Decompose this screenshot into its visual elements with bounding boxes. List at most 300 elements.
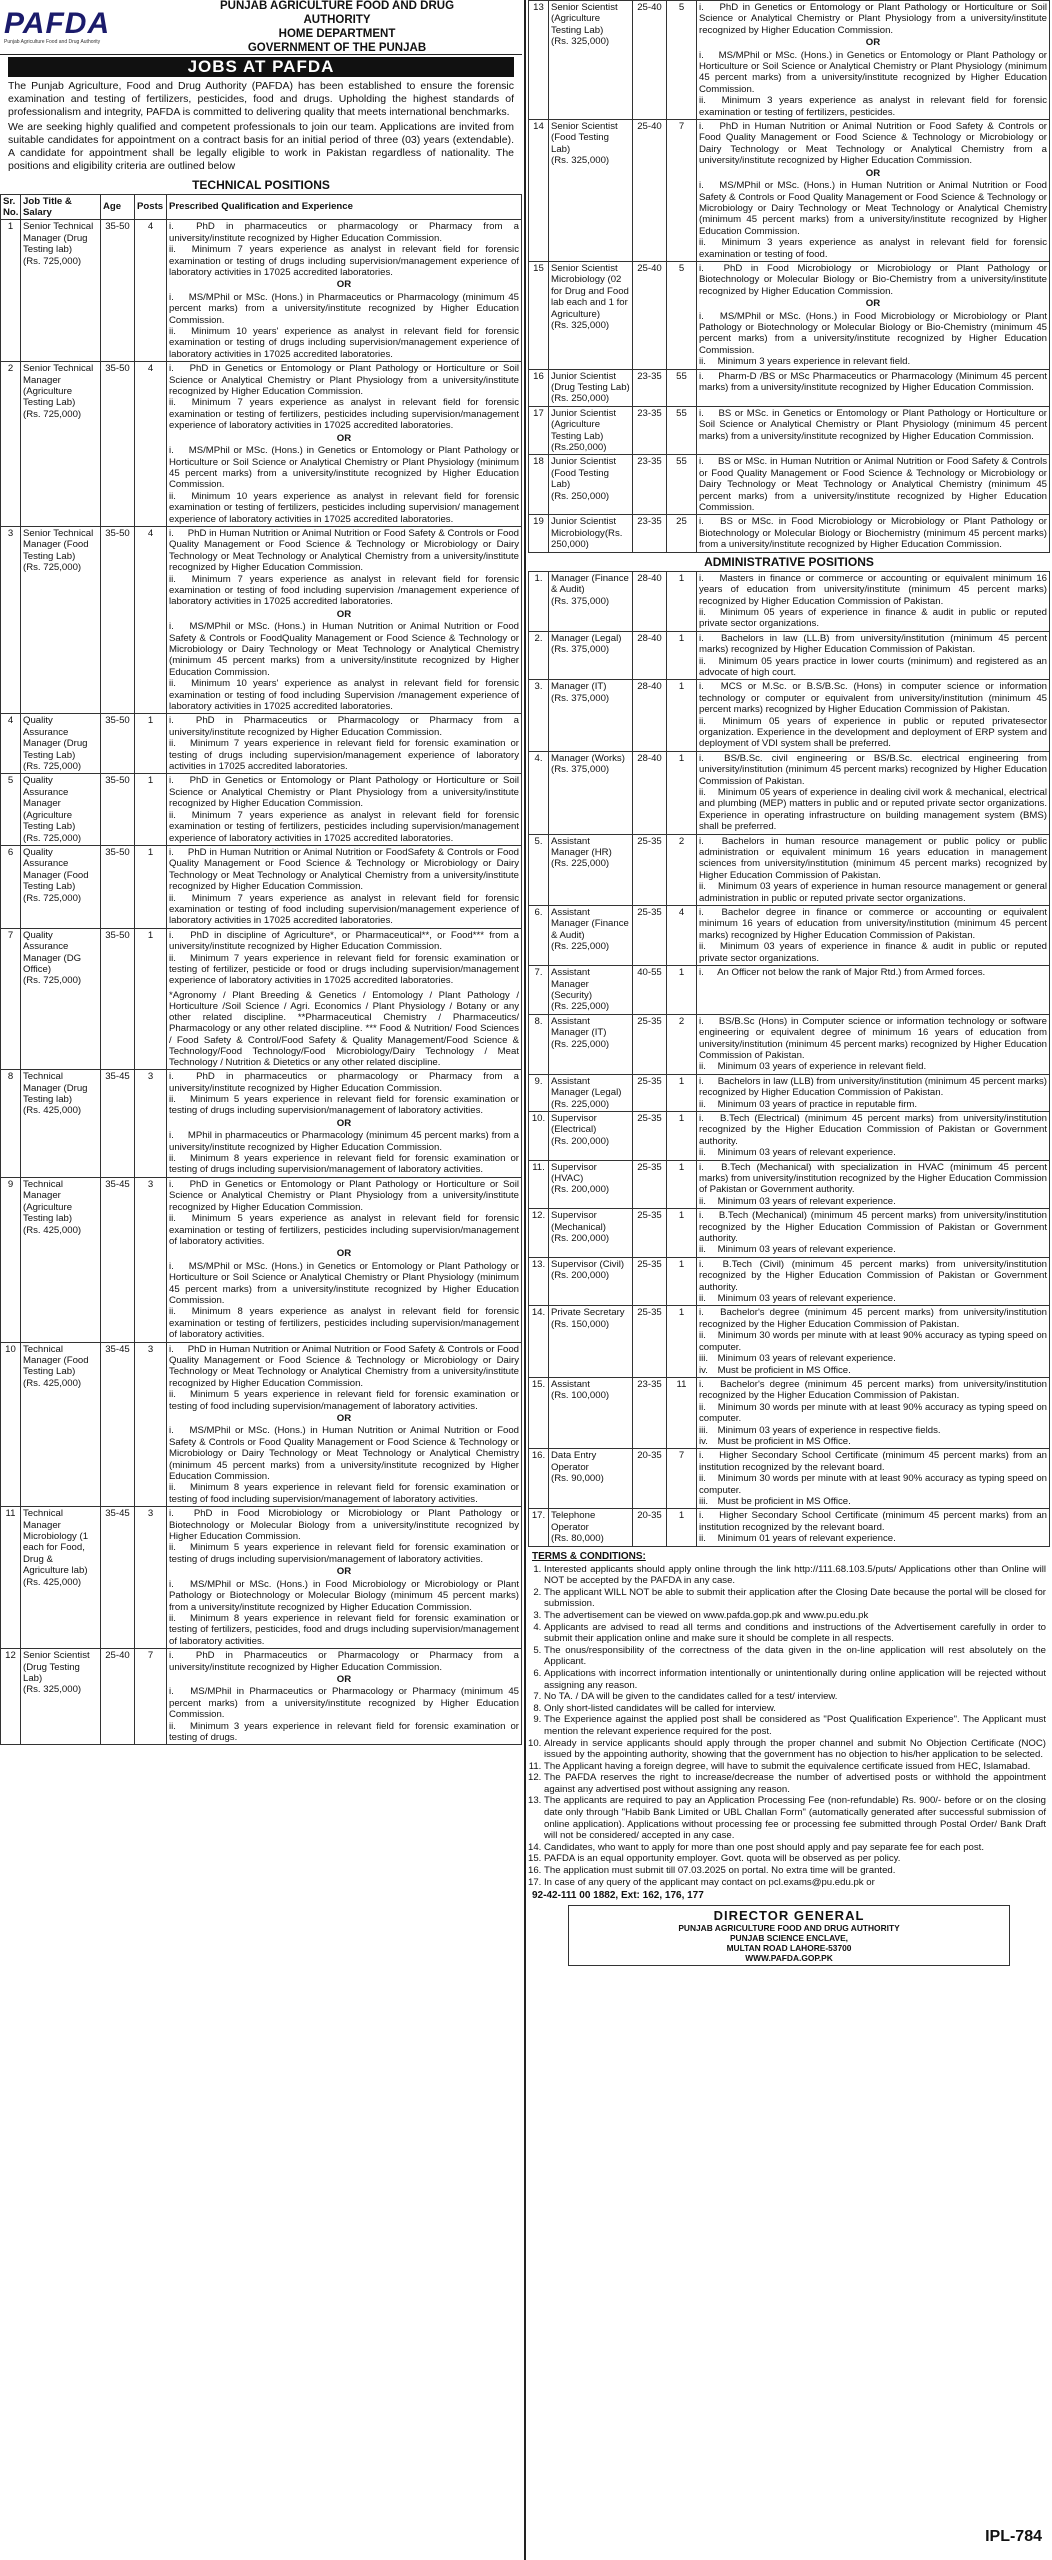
table-row — [529, 906, 1050, 966]
job-age: 35-45 — [101, 1177, 135, 1342]
job-qualification-cell — [697, 1209, 1050, 1258]
job-salary: (Rs. 80,000) — [551, 1533, 604, 1545]
qualification-item: ii. Minimum 3 years experience in relevant field. — [699, 356, 911, 368]
job-title-cell — [549, 906, 633, 966]
job-title: Quality Assurance Manager (Food Testing Lab) — [23, 846, 89, 893]
or-separator: OR — [336, 279, 352, 291]
job-title-cell — [549, 966, 633, 1015]
item-numeral: ii. — [169, 1720, 176, 1732]
job-title-cell — [21, 845, 101, 928]
item-numeral: ii. — [699, 655, 706, 667]
job-title-cell — [549, 571, 633, 631]
header-line: GOVERNMENT OF THE PUNJAB — [247, 42, 427, 54]
job-age: 25-35 — [633, 834, 667, 905]
job-age: 35-50 — [101, 774, 135, 845]
item-numeral: i. — [699, 1210, 704, 1222]
table-row — [1, 1177, 522, 1342]
job-title-cell — [21, 1070, 101, 1178]
job-serial: 12. — [529, 1209, 549, 1258]
job-title: Senior Scientist (Agriculture Testing Lab) — [551, 2, 618, 36]
qualification-item: ii. Minimum 7 years experience as analyst in relevant field for forensic examination or testing of food including supervision /management experience of laboratory activities in 17025 accredited laboratories. — [169, 573, 519, 608]
job-qualification-cell — [167, 362, 522, 527]
qualification-item: ii. Minimum 7 years experience in relevant field for forensic examination or testing of fertilizer, pesticide or food or drugs including supervision/management experience of laboratory activities in 17025 accredited laboratories. — [169, 952, 519, 987]
table-row — [1, 220, 522, 362]
item-numeral: i. — [699, 1450, 704, 1462]
job-age: 35-45 — [101, 1342, 135, 1507]
job-title-cell — [549, 1074, 633, 1111]
qualification-item: i. PhD in Pharmaceutics or Pharmacology or Pharmacy from a university/institute recognized by Higher Education Commission. — [169, 1650, 519, 1673]
director-address-1: PUNJAB SCIENCE ENCLAVE, — [729, 1933, 849, 1944]
qualification-item: i. B.Tech (Electrical) (minimum 45 percent marks) from university/institution recognized by the Higher Education Commission of Pakistan or Government authority. — [699, 1112, 1047, 1147]
item-numeral: i. — [699, 310, 704, 322]
item-numeral: i. — [699, 370, 704, 382]
qualification-item: i. PhD in Human Nutrition or Animal Nutrition or FoodSafety & Controls or Food Quality Management or Food Science & Technology or Microbiology or Dairy Technology or Meat Technology or Analytical Chemistry from a university/institute recognized by Higher Education Commission. — [169, 846, 519, 893]
job-title-cell — [549, 261, 633, 369]
qualification-item: i. MS/MPhil in Pharmaceutics or Pharmacology or Pharmacy (minimum 45 percent marks) from a university/institute recognized by Higher Education Commission. — [169, 1686, 519, 1721]
table-row — [529, 1257, 1050, 1306]
job-qualification-cell — [167, 1342, 522, 1507]
qualification-item: i. PhD in Genetics or Entomology or Plant Pathology or Horticulture or Soil Science or Analytical Chemistry or Plant Physiology from a university/institute recognized by Higher Education Commission. — [169, 775, 519, 810]
header-title-block — [152, 0, 522, 55]
job-qualification-cell — [697, 455, 1050, 515]
job-qualification-cell — [697, 631, 1050, 680]
qualification-item: i. Bachelors in human resource management or public policy or public administration or equivalent minimum 16 years education in management sciences from university/institution (minimum 45 percent marks) recognized by Higher Education Commission of Pakistan. — [699, 835, 1047, 881]
qualification-item: ii. Minimum 7 years experience as analyst in relevant field for forensic examination or testing of fertilizers, pesticides including supervision/management experience of laboratory activities in 17025 accredited laboratories. — [169, 397, 519, 432]
job-salary: (Rs. 100,000) — [551, 1390, 610, 1402]
job-age: 28-40 — [633, 680, 667, 751]
item-numeral: ii. — [699, 1401, 706, 1413]
job-age: 20-35 — [633, 1449, 667, 1509]
job-qualification-cell — [697, 1, 1050, 120]
job-qualification-cell — [697, 1014, 1050, 1074]
job-serial: 5 — [1, 774, 21, 845]
job-posts: 55 — [667, 369, 697, 406]
job-serial: 19 — [529, 515, 549, 552]
job-serial: 8. — [529, 1014, 549, 1074]
or-separator: OR — [336, 432, 352, 444]
administrative-positions-heading: ADMINISTRATIVE POSITIONS — [704, 554, 874, 569]
qualification-item: i. MS/MPhil or MSc. (Hons.) in Pharmaceutics or Pharmacology (minimum 45 percent marks) from a university/institute recognized by Higher Education Commission. — [169, 291, 519, 326]
qualification-item: i. PhD in Human Nutrition or Animal Nutrition or Food Safety & Controls or Food Quality Management or Food Science & Technology or Microbiology or Dairy Technology or Meat Technology or Analytical Chemistry from a university/institute recognized by Higher Education Commission. — [169, 527, 519, 574]
qualification-item: ii. Minimum 5 years experience in relevant field for forensic examination or testing of drugs including supervision/management of laboratory activities. — [169, 1094, 519, 1117]
job-title-cell — [549, 1449, 633, 1509]
qualification-item: ii. Minimum 10 years' experience as analyst in relevant field for forensic examination or testing of food including Supervision /management experience of laboratory activities in 17025 accredited laboratories. — [169, 678, 519, 713]
job-age: 25-35 — [633, 1257, 667, 1306]
job-age: 25-35 — [633, 1306, 667, 1377]
term-item: 9. The Experience against the applied post shall be considered as "Post Qualification Experience". The Applicant must mention the relevant experience required for the post. — [544, 1714, 1050, 1737]
job-qualification-cell — [697, 120, 1050, 262]
job-title-cell — [21, 362, 101, 527]
item-numeral: i. — [699, 49, 704, 61]
term-item: 10. Already in service applicants should apply through the proper channel and submit No Objection Certificate (NOC) issued by the appointing authority, showing that the government has no objection to his/her application to be selected. — [544, 1738, 1050, 1761]
job-qualification-cell — [697, 1449, 1050, 1509]
job-salary: (Rs. 225,000) — [551, 1098, 610, 1110]
job-age: 28-40 — [633, 631, 667, 680]
job-qualification-cell — [697, 571, 1050, 631]
job-title: Supervisor (HVAC) — [551, 1161, 597, 1184]
item-numeral: i. — [169, 775, 174, 787]
admin-jobs-body — [529, 571, 1050, 1546]
qualification-item: i. B.Tech (Mechanical) (minimum 45 percent marks) from university/institution recognized by the Higher Education Commission of Pakistan or Government authority. — [699, 1210, 1047, 1245]
job-title-cell — [549, 751, 633, 834]
item-numeral: iv. — [699, 1364, 708, 1376]
term-item: 6. Applications with incorrect information intentionally or unintentionally during online application will be rejected without assigning any reason. — [544, 1668, 1050, 1691]
qualification-item: i. BS or MSc. in Genetics or Entomology or Plant Pathology or Horticulture or Soil Science or Analytical Chemistry or Plant Physiology (minimum 45 percent marks) from a university/institute recognized by Higher Education Commission. — [699, 407, 1047, 442]
or-separator: OR — [336, 1413, 352, 1424]
job-title: Assistant Manager (IT) — [551, 1015, 607, 1039]
job-serial: 1 — [1, 220, 21, 362]
item-numeral: i. — [699, 1161, 704, 1173]
item-numeral: ii. — [699, 356, 706, 368]
job-salary: (Rs. 725,000) — [23, 255, 82, 267]
job-title-cell — [549, 120, 633, 262]
job-age: 35-50 — [101, 714, 135, 774]
term-item: 3. The advertisement can be viewed on www.pafda.gop.pk and www.pu.edu.pk — [544, 1610, 1050, 1622]
job-qualification-cell — [167, 774, 522, 845]
intro-paragraph: We are seeking highly qualified and competent professionals to join our team. Applications are invited from suitable candidates for appointment on a contract basis for an initial period of three (03) years (extendable). A candidate for appointment shall be legally eligible to work in Pakistan regardless of nationality. The positions and eligibility criteria are outlined below — [8, 121, 514, 172]
table-row — [529, 120, 1050, 262]
job-title-cell — [549, 455, 633, 515]
or-separator: OR — [865, 298, 881, 310]
job-serial: 2 — [1, 362, 21, 527]
item-numeral: i. — [169, 291, 174, 303]
job-title-cell — [21, 1507, 101, 1649]
discipline-note: *Agronomy / Plant Breeding & Genetics / Entomology / Plant Pathology / Horticulture /Soil Science / Agri. Economics / Plant Physiology / Botany or any other related discipline. **Pharmaceutical Chemistry / Pharmaceutics/ Pharmacology or any other related discipline. *** Food & Nutrition/ Food Sciences / Food Safety & Control/Food Safety & Quality Management/Food Science & Technology/Food Technology/Food Microbiology/Dairy Technology / Meat Technology / Nutrition & Dietetics or any other related discipline. — [169, 989, 519, 1069]
table-row — [1, 526, 522, 714]
qualification-item: i. Bachelors in law (LL.B) from university/institution (minimum 45 percent marks) recognized by Higher Education Commission of Pakistan. — [699, 632, 1047, 656]
director-org: PUNJAB AGRICULTURE FOOD AND DRUG AUTHORITY — [678, 1923, 900, 1934]
job-title: Technical Manager (Drug Testing lab) — [23, 1071, 88, 1106]
item-numeral: i. — [699, 456, 704, 468]
table-row — [529, 1111, 1050, 1160]
table-row — [529, 1509, 1050, 1546]
qualification-item: i. Pharm-D /BS or MSc Pharmaceutics or Pharmacology (Minimum 45 percent marks) from a university/institute recognized by Higher Education Commission. — [699, 370, 1047, 393]
job-posts: 55 — [667, 455, 697, 515]
item-numeral: i. — [169, 929, 174, 941]
job-salary: (Rs. 725,000) — [23, 761, 82, 773]
job-posts: 5 — [667, 261, 697, 369]
job-posts: 3 — [135, 1507, 167, 1649]
header-line: PUNJAB AGRICULTURE FOOD AND DRUG — [219, 0, 455, 12]
item-numeral: i. — [169, 363, 174, 375]
administrative-positions-table — [528, 571, 1050, 1547]
qualification-item: i. PhD in Human Nutrition or Animal Nutrition or Food Safety & Controls or Food Quality Management or Food Science & Technology or Microbiology or Dairy Technology or Meat Technology or Analytical Chemistry from a university/institute recognized by Higher Education Commission. — [699, 121, 1047, 167]
job-qualification-cell — [697, 966, 1050, 1015]
item-numeral: ii. — [169, 244, 176, 256]
job-salary: (Rs. 325,000) — [551, 155, 610, 167]
col-header-posts: Posts — [135, 194, 167, 220]
item-numeral: ii. — [169, 738, 176, 750]
job-serial: 16 — [529, 369, 549, 406]
item-numeral: iii. — [699, 1424, 709, 1436]
table-row — [529, 834, 1050, 905]
job-title: Manager (IT) — [551, 681, 607, 693]
item-numeral: i. — [699, 907, 704, 919]
qualification-item: i. PhD in pharmaceutics or pharmacology or Pharmacy from a university/institute recognized by Higher Education Commission. — [169, 221, 519, 244]
qualification-item: ii. Minimum 5 years experience in relevant field for forensic examination or testing of food including supervision/management of laboratory activities. — [169, 1389, 519, 1412]
qualification-item: iii. Minimum 03 years of relevant experience. — [699, 1353, 896, 1365]
job-serial: 11. — [529, 1160, 549, 1209]
qualification-item: ii. Minimum 30 words per minute with at least 90% accuracy as typing speed on computer. — [699, 1473, 1047, 1496]
job-age: 40-55 — [633, 966, 667, 1015]
item-numeral: i. — [699, 1112, 704, 1124]
intro-paragraph: The Punjab Agriculture, Food and Drug Authority (PAFDA) has been established to ensure the forensic examination and testing of fertilizers, pesticides, food and drugs. Upholding the highest standards of professionalism and integrity, PAFDA is committed to delivering quality that meets international benchmarks. — [8, 80, 514, 118]
job-title: Senior Scientist Microbiology (02 for Drug and Food lab each and 1 for Agriculture) — [551, 262, 629, 320]
job-age: 25-35 — [633, 1160, 667, 1209]
term-item: 15. PAFDA is an equal opportunity employer. Govt. quota will be observed as per policy. — [544, 1853, 1050, 1865]
job-age: 25-40 — [633, 120, 667, 262]
pafda-logo — [0, 1, 152, 53]
term-item: 16. The application must submit till 07.03.2025 on portal. No extra time will be granted. — [544, 1865, 1050, 1877]
table-row — [1, 845, 522, 928]
job-qualification-cell — [167, 220, 522, 362]
job-age: 25-35 — [633, 1014, 667, 1074]
job-title-cell — [549, 1509, 633, 1546]
col-header-sr: Sr. No. — [1, 194, 21, 220]
job-age: 23-35 — [633, 1377, 667, 1448]
item-numeral: i. — [169, 1686, 174, 1698]
job-qualification-cell — [697, 1257, 1050, 1306]
item-numeral: iii. — [699, 1495, 709, 1507]
item-numeral: ii. — [169, 1094, 176, 1106]
or-separator: OR — [336, 1248, 352, 1260]
item-numeral: ii. — [699, 1330, 706, 1342]
table-row — [1, 1649, 522, 1745]
job-posts: 2 — [667, 834, 697, 905]
job-salary: (Rs. 425,000) — [23, 1105, 82, 1117]
director-web: WWW.PAFDA.GOP.PK — [745, 1953, 833, 1964]
job-posts: 1 — [667, 631, 697, 680]
job-title-cell — [549, 1160, 633, 1209]
job-salary: (Rs. 200,000) — [551, 1270, 610, 1282]
job-posts: 4 — [135, 220, 167, 362]
job-qualification-cell — [167, 526, 522, 714]
director-address-2: MULTAN ROAD LAHORE-53700 — [726, 1943, 852, 1954]
job-posts: 1 — [667, 1257, 697, 1306]
job-salary: (Rs. 225,000) — [551, 1001, 610, 1013]
job-qualification-cell — [697, 1377, 1050, 1448]
item-numeral: ii. — [699, 1293, 706, 1305]
qualification-item: i. PhD in Genetics or Entomology or Plant Pathology or Horticulture or Soil Science or Analytical Chemistry or Plant Physiology from a university/institute recognized by Higher Education Commission. — [699, 2, 1047, 36]
job-age: 35-50 — [101, 845, 135, 928]
job-qualification-cell — [697, 834, 1050, 905]
qualification-item: i. PhD in Genetics or Entomology or Plant Pathology or Horticulture or Soil Science or Analytical Chemistry or Plant Physiology from a university/institute recognized by Higher Education Commission. — [169, 363, 519, 398]
qualification-item: ii. Minimum 10 years experience as analyst in relevant field for forensic examination or testing of fertilizers, pesticides including supervision/ management experience of laboratory activities in 17025 accredited laboratories. — [169, 490, 519, 525]
job-serial: 14. — [529, 1306, 549, 1377]
qualification-item: ii. Minimum 05 years of experience in dealing civil work & mechanical, electrical and plumbing (MEP) matters in public and or reputed private sector organizations. Experience in operating infrastructure on building management system (BMS) shall be preferred. — [699, 787, 1047, 833]
job-qualification-cell — [167, 1070, 522, 1178]
col-header-title: Job Title & Salary — [21, 194, 101, 220]
qualification-item: ii. Minimum 03 years of relevant experience. — [699, 1244, 896, 1256]
job-age: 23-35 — [633, 455, 667, 515]
qualification-item: ii. Minimum 8 years experience as analyst in relevant field for forensic examination or testing of fertilizers, pesticides including supervision/management of laboratory activities. — [169, 1306, 519, 1341]
job-serial: 11 — [1, 1507, 21, 1649]
job-posts: 1 — [667, 1074, 697, 1111]
job-title: Senior Scientist (Food Testing Lab) — [551, 121, 618, 155]
item-numeral: i. — [699, 407, 704, 419]
job-qualification-cell — [167, 1507, 522, 1649]
job-salary: (Rs. 375,000) — [551, 595, 610, 607]
item-numeral: i. — [169, 445, 174, 457]
item-numeral: i. — [169, 527, 174, 539]
job-serial: 7. — [529, 966, 549, 1015]
item-numeral: i. — [169, 1071, 174, 1083]
job-title: Supervisor (Mechanical) — [551, 1210, 606, 1233]
job-title: Assistant Manager (Legal) — [551, 1075, 622, 1099]
item-numeral: i. — [699, 1510, 704, 1522]
item-numeral: i. — [169, 1650, 174, 1662]
job-title-cell — [21, 1342, 101, 1507]
item-numeral: i. — [699, 752, 704, 764]
job-posts: 1 — [667, 1509, 697, 1546]
qualification-item: ii. Minimum 05 years of experience in public or reputed privatesector organization. Experience in the development and deployment of ERP system and deployment of VDI system shall be preferred. — [699, 715, 1047, 750]
item-numeral: ii. — [699, 237, 706, 249]
table-row — [529, 369, 1050, 406]
qualification-item: ii. Minimum 5 years experience as analyst in relevant field for forensic examination or testing of fertilizers, pesticides including supervision/management of laboratory activities. — [169, 1213, 519, 1247]
job-title: Junior Scientist (Drug Testing Lab) — [551, 370, 630, 393]
qualification-item: ii. Minimum 03 years of experience in human resource management or general administration in public or reputed private sector organizations. — [699, 881, 1047, 904]
job-qualification-cell — [697, 1111, 1050, 1160]
table-row — [529, 751, 1050, 834]
job-serial: 10. — [529, 1111, 549, 1160]
item-numeral: i. — [169, 1260, 174, 1272]
job-posts: 25 — [667, 515, 697, 552]
job-title: Manager (Legal) — [551, 632, 622, 644]
or-separator: OR — [865, 167, 881, 179]
job-title-cell — [549, 834, 633, 905]
job-title-cell — [549, 680, 633, 751]
job-serial: 5. — [529, 834, 549, 905]
director-title: DIRECTOR GENERAL — [713, 1908, 865, 1924]
director-block — [568, 1905, 1010, 1966]
term-item: 12. The PAFDA reserves the right to increase/decrease the number of advertised posts or withhold the appointment against any advertised post without assigning any reason. — [544, 1772, 1050, 1795]
job-title: Quality Assurance Manager (Drug Testing Lab) — [23, 715, 88, 761]
item-numeral: i. — [699, 2, 704, 13]
job-posts: 7 — [135, 1649, 167, 1745]
job-age: 35-45 — [101, 1070, 135, 1178]
qualification-item: iv. Must be proficient in MS Office. — [699, 1435, 851, 1447]
job-salary: (Rs. 725,000) — [23, 892, 82, 904]
job-posts: 1 — [135, 845, 167, 928]
item-numeral: i. — [699, 572, 704, 584]
item-numeral: ii. — [169, 326, 176, 338]
right-column — [528, 0, 1050, 2560]
job-title-cell — [21, 220, 101, 362]
job-salary: (Rs. 425,000) — [23, 1224, 82, 1236]
qualification-item: ii. Minimum 3 years experience as analyst in relevant field for forensic examination or testing of fertilizers, pesticides. — [699, 95, 1047, 118]
table-row — [529, 1160, 1050, 1209]
job-title: Assistant — [551, 1378, 590, 1390]
job-qualification-cell — [167, 1649, 522, 1745]
table-row — [1, 362, 522, 527]
item-numeral: i. — [699, 967, 704, 979]
job-title-cell — [549, 406, 633, 455]
job-title: Quality Assurance Manager (Agriculture Testing Lab) — [23, 775, 76, 833]
job-title-cell — [21, 1649, 101, 1745]
qualification-item: ii. Minimum 05 years of experience in finance & audit in public or reputed private sector organizations. — [699, 606, 1047, 630]
job-title: Manager (Finance & Audit) — [551, 572, 629, 596]
ipl-code: IPL-784 — [985, 2528, 1042, 2545]
item-numeral: i. — [699, 1307, 704, 1319]
qualification-item: i. PhD in pharmaceutics or pharmacology or Pharmacy from a university/institute recognized by Higher Education Commission. — [169, 1071, 519, 1094]
job-posts: 1 — [667, 1209, 697, 1258]
item-numeral: i. — [699, 516, 704, 528]
job-salary: (Rs. 325,000) — [551, 36, 610, 48]
job-qualification-cell — [167, 714, 522, 774]
item-numeral: i. — [699, 262, 704, 274]
or-separator: OR — [865, 37, 881, 49]
qualification-item: i. MS/MPhil or MSc. (Hons.) in Human Nutrition or Animal Nutrition or Food Safety & Controls or Food Quality Management or Food Science & Technology or Microbiology or Dairy Technology or Meat Technology or Analytical Chemistry (minimum 45 percent marks) from a university/institute recognized by Higher Education Commission. — [169, 1425, 519, 1483]
job-title: Telephone Operator — [551, 1510, 596, 1533]
table-row — [1, 1342, 522, 1507]
item-numeral: i. — [169, 221, 174, 233]
item-numeral: ii. — [169, 573, 176, 585]
job-posts: 1 — [667, 1160, 697, 1209]
qualification-item: ii. Minimum 8 years experience in relevant field for forensic examination or testing of drugs including supervision/management of laboratory activities. — [169, 1153, 519, 1176]
job-age: 25-35 — [633, 1209, 667, 1258]
item-numeral: i. — [169, 621, 174, 633]
job-serial: 13 — [529, 1, 549, 120]
qualification-item: ii. Minimum 03 years of experience in finance & audit in public or reputed private sector organizations. — [699, 941, 1047, 964]
table-row — [529, 515, 1050, 552]
job-posts: 4 — [135, 362, 167, 527]
job-title: Senior Technical Manager (Drug Testing lab) — [23, 221, 94, 256]
qualification-item: ii. Minimum 05 years practice in lower courts (minimum) and registered as an advocate of high court. — [699, 655, 1047, 678]
job-title-cell — [549, 1257, 633, 1306]
qualification-item: ii. Minimum 30 words per minute with at least 90% accuracy as typing speed on computer. — [699, 1330, 1047, 1353]
job-title-cell — [21, 714, 101, 774]
job-salary: (Rs. 250,000) — [551, 490, 610, 502]
qualification-item: i. PhD in Food Microbiology or Microbiology or Plant Pathology or Biotechnology or Molecular Biology from a university/institute recognized by Higher Education Commission. — [169, 1508, 519, 1543]
column-divider — [524, 0, 526, 2560]
job-posts: 7 — [667, 1449, 697, 1509]
terms-list — [528, 1564, 1050, 1889]
qualification-item: i. MS/MPhil or MSc. (Hons.) in Genetics or Entomology or Plant Pathology or Horticulture or Soil Science or Analytical Chemistry or Plant Physiology (minimum 45 percent marks) from a university/institute recognized by Higher Education Commission. — [169, 1260, 519, 1306]
job-salary: (Rs. 725,000) — [23, 562, 82, 574]
job-serial: 12 — [1, 1649, 21, 1745]
qualification-item: i. MCS or M.Sc. or B.S/B.Sc. (Hons) in computer science or information technology or computer or equivalent from university/institution (minimum 45 percent marks) recognized by Higher Education Commission of Pakistan. — [699, 681, 1047, 716]
job-title: Assistant Manager (HR) — [551, 835, 612, 859]
qualification-item: ii. Minimum 01 years of relevant experience. — [699, 1533, 896, 1545]
item-numeral: iv. — [699, 1435, 708, 1447]
qualification-item: ii. Minimum 7 years experience as analyst in relevant field for forensic examination or testing of fertilizers, pesticides including supervision/management experience of laboratory activities in 17025 accredited laboratories. — [169, 809, 519, 844]
table-row — [529, 1449, 1050, 1509]
qualification-item: ii. Minimum 7 years experience as analyst in relevant field for forensic examination or testing of food including supervision/management experience of laboratory activities in 17025 accredited laboratories. — [169, 892, 519, 927]
job-posts: 3 — [135, 1342, 167, 1507]
qualification-item: ii. Minimum 3 years experience in relevant field for forensic examination or testing of drugs. — [169, 1720, 519, 1743]
job-posts: 1 — [667, 680, 697, 751]
item-numeral: i. — [699, 180, 704, 192]
job-age: 25-35 — [633, 1074, 667, 1111]
item-numeral: i. — [169, 1425, 174, 1437]
job-serial: 14 — [529, 120, 549, 262]
job-serial: 2. — [529, 631, 549, 680]
item-numeral: i. — [169, 1508, 174, 1520]
item-numeral: i. — [169, 1343, 174, 1355]
terms-title: TERMS & CONDITIONS: — [532, 1550, 646, 1562]
qualification-item: i. BS/B.Sc (Hons) in Computer science or information technology or software engineering or equivalent degree of minimum 16 years of education from university/institution (minimum 45 percent marks) recognized by Higher Education Commission of Pakistan. — [699, 1015, 1047, 1061]
job-serial: 6. — [529, 906, 549, 966]
job-salary: (Rs. 375,000) — [551, 764, 610, 776]
job-salary: (Rs. 725,000) — [23, 975, 82, 987]
job-title: Manager (Works) — [551, 752, 625, 764]
qualification-item: i. Higher Secondary School Certificate (minimum 45 percent marks) from an institution recognized by the relevant board. — [699, 1510, 1047, 1533]
job-posts: 55 — [667, 406, 697, 455]
qualification-item: iii. Minimum 03 years of experience in respective fields. — [699, 1424, 941, 1436]
job-qualification-cell — [167, 845, 522, 928]
job-qualification-cell — [697, 406, 1050, 455]
table-row — [529, 966, 1050, 1015]
